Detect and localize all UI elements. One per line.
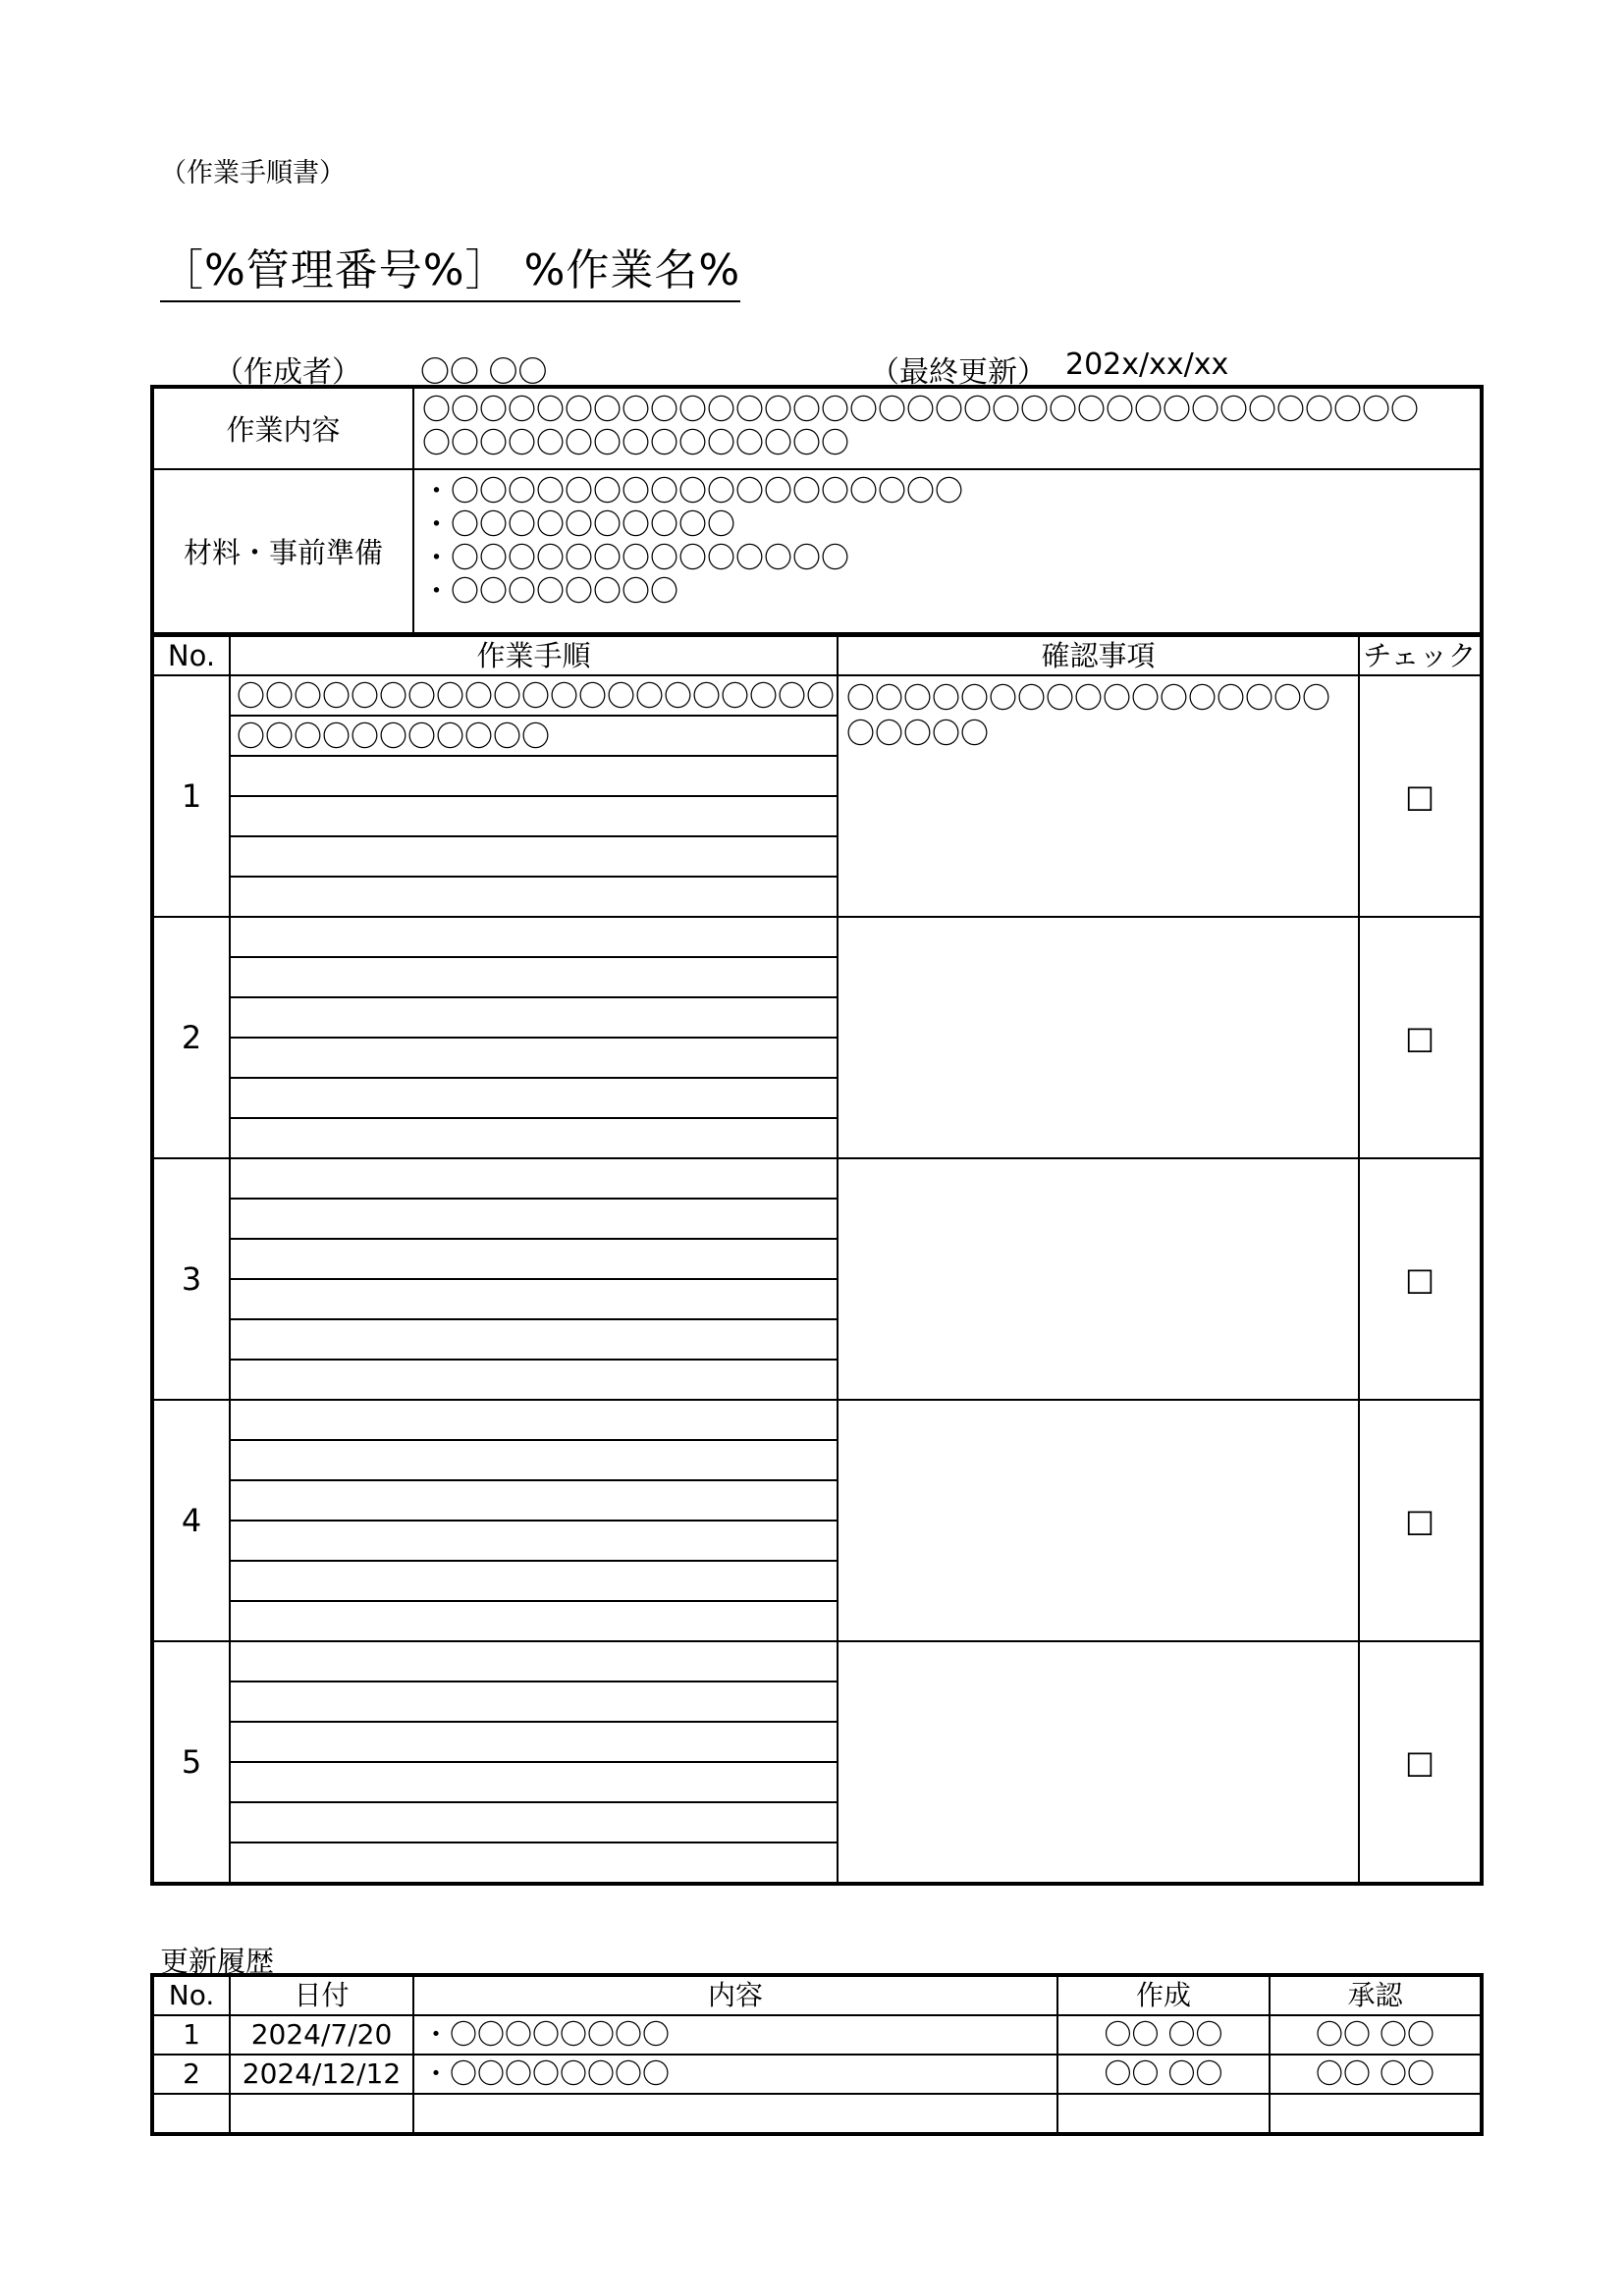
confirmation-cell[interactable] [838,1158,1359,1400]
history-approver: 〇〇 〇〇 [1270,2055,1482,2094]
history-label: 更新履歴 [160,1945,275,1978]
procedure-line[interactable] [230,1078,838,1118]
procedure-line[interactable] [230,917,838,957]
steps-header-procedure: 作業手順 [230,635,838,675]
procedure-line[interactable] [230,1199,838,1239]
procedure-line[interactable]: 〇〇〇〇〇〇〇〇〇〇〇〇〇〇〇〇〇〇〇〇〇 [230,675,838,716]
history-header-content: 内容 [413,1975,1057,2015]
history-author [1057,2094,1270,2134]
history-no [152,2094,230,2134]
step-number: 2 [152,917,230,1158]
materials-item: ・〇〇〇〇〇〇〇〇 [422,574,679,608]
history-author: 〇〇 〇〇 [1057,2015,1270,2055]
step-number: 4 [152,1400,230,1641]
procedure-line[interactable] [230,1279,838,1319]
materials-item: ・〇〇〇〇〇〇〇〇〇〇 [422,507,736,541]
last-updated-value: 202x/xx/xx [1065,347,1229,382]
history-content: ・〇〇〇〇〇〇〇〇 [413,2015,1057,2055]
checkbox-icon[interactable]: □ [1359,1158,1482,1400]
history-row [152,2015,1482,2055]
procedure-row [152,917,1482,957]
procedure-table [150,633,1484,1886]
procedure-line[interactable] [230,1360,838,1400]
procedure-line[interactable] [230,1802,838,1842]
checkbox-icon[interactable]: □ [1359,1641,1482,1884]
procedure-row [152,1400,1482,1440]
procedure-line[interactable] [230,1118,838,1158]
materials-item: ・〇〇〇〇〇〇〇〇〇〇〇〇〇〇〇〇〇〇 [422,474,964,507]
procedure-line[interactable] [230,756,838,796]
history-date [230,2094,413,2134]
procedure-line[interactable] [230,1641,838,1682]
last-updated-label: （最終更新） [870,355,1047,390]
procedure-line[interactable] [230,1239,838,1279]
confirmation-cell[interactable] [838,1641,1359,1884]
procedure-line[interactable] [230,1842,838,1884]
author-value: 〇〇 〇〇 [420,355,548,390]
procedure-line[interactable] [230,1521,838,1561]
confirmation-cell[interactable] [838,1400,1359,1641]
procedure-line[interactable] [230,1601,838,1641]
procedure-line[interactable] [230,1762,838,1802]
procedure-line[interactable]: 〇〇〇〇〇〇〇〇〇〇〇 [230,716,838,756]
work-info-table [150,385,1484,636]
checkbox-icon[interactable]: □ [1359,675,1482,917]
procedure-line[interactable] [230,997,838,1038]
history-no: 2 [152,2055,230,2094]
procedure-line[interactable] [230,1319,838,1360]
procedure-line[interactable] [230,1722,838,1762]
materials-list [413,469,1482,634]
history-approver [1270,2094,1482,2134]
document-title: ［%管理番号%］ %作業名% [160,243,740,302]
step-number: 1 [152,675,230,917]
history-no: 1 [152,2015,230,2055]
history-content: ・〇〇〇〇〇〇〇〇 [413,2055,1057,2094]
procedure-line[interactable] [230,877,838,917]
update-history-table [150,1973,1484,2136]
history-header-author: 作成 [1057,1975,1270,2015]
steps-header-no: No. [152,635,230,675]
history-date: 2024/12/12 [230,2055,413,2094]
materials-item: ・〇〇〇〇〇〇〇〇〇〇〇〇〇〇 [422,541,850,574]
history-approver: 〇〇 〇〇 [1270,2015,1482,2055]
procedure-row [152,1158,1482,1199]
procedure-row [152,1641,1482,1682]
procedure-line[interactable] [230,1682,838,1722]
confirmation-cell[interactable]: 〇〇〇〇〇〇〇〇〇〇〇〇〇〇〇〇〇〇〇〇〇〇 [838,675,1359,917]
history-header-date: 日付 [230,1975,413,2015]
procedure-line[interactable] [230,836,838,877]
work-content-label: 作業内容 [152,387,413,469]
checkbox-icon[interactable]: □ [1359,1400,1482,1641]
history-header-no: No. [152,1975,230,2015]
procedure-line[interactable] [230,1480,838,1521]
history-author: 〇〇 〇〇 [1057,2055,1270,2094]
steps-header-confirm: 確認事項 [838,635,1359,675]
history-row [152,2094,1482,2134]
history-content [413,2094,1057,2134]
steps-header-check: チェック [1359,635,1482,675]
history-date: 2024/7/20 [230,2015,413,2055]
work-content-text: 〇〇〇〇〇〇〇〇〇〇〇〇〇〇〇〇〇〇〇〇〇〇〇〇〇〇〇〇〇〇〇〇〇〇〇 〇〇〇〇〇〇〇〇〇〇〇〇〇〇〇 [413,387,1482,469]
procedure-line[interactable] [230,1158,838,1199]
procedure-line[interactable] [230,1440,838,1480]
procedure-line[interactable] [230,957,838,997]
document-kind-label: （作業手順書） [160,158,346,188]
step-number: 3 [152,1158,230,1400]
history-header-approver: 承認 [1270,1975,1482,2015]
confirmation-cell[interactable] [838,917,1359,1158]
author-label: （作成者） [214,355,361,390]
procedure-line[interactable] [230,1038,838,1078]
materials-label: 材料・事前準備 [152,469,413,634]
procedure-row [152,675,1482,716]
checkbox-icon[interactable]: □ [1359,917,1482,1158]
step-number: 5 [152,1641,230,1884]
history-row [152,2055,1482,2094]
procedure-line[interactable] [230,1561,838,1601]
procedure-line[interactable] [230,796,838,836]
procedure-line[interactable] [230,1400,838,1440]
